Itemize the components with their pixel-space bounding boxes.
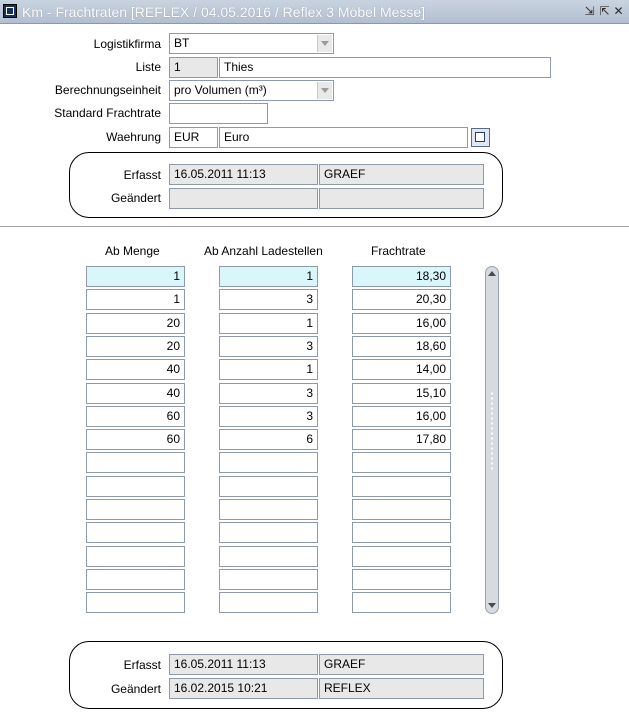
waehrung-name-field[interactable]: Euro — [219, 127, 468, 148]
geaendert-label: Geändert — [110, 682, 161, 696]
ab-menge-cell[interactable]: 20 — [86, 313, 185, 334]
erfasst-date-field[interactable]: 16.05.2011 11:13 — [169, 164, 318, 185]
frachtrate-cell[interactable] — [352, 476, 451, 497]
ab-anzahl-ladestellen-cell[interactable] — [219, 546, 318, 567]
window-title: Km - Frachtraten [REFLEX / 04.05.2016 / Reflex 3 Möbel Messe] — [22, 4, 426, 20]
liste-label: Liste — [135, 60, 161, 74]
erfasst-label: Erfasst — [123, 658, 161, 672]
frachtrate-cell[interactable]: 15,10 — [352, 383, 451, 404]
ab-menge-cell[interactable]: 1 — [86, 266, 185, 287]
ab-menge-cell[interactable] — [86, 546, 185, 567]
logistikfirma-value: BT — [174, 36, 190, 50]
list-of-values-icon[interactable] — [471, 128, 490, 147]
erfasst-label: Erfasst — [123, 168, 161, 182]
berechnungseinheit-label: Berechnungseinheit — [54, 83, 161, 97]
ab-menge-cell[interactable]: 60 — [86, 406, 185, 427]
ab-anzahl-ladestellen-cell[interactable]: 6 — [219, 429, 318, 450]
geaendert-date-field[interactable]: 16.02.2015 10:21 — [169, 678, 318, 699]
close-icon[interactable]: ✕ — [613, 4, 624, 18]
frachtrate-cell[interactable]: 14,00 — [352, 359, 451, 380]
ab-anzahl-ladestellen-cell[interactable] — [219, 452, 318, 473]
ab-anzahl-ladestellen-cell[interactable]: 1 — [219, 313, 318, 334]
frachtrate-cell[interactable] — [352, 452, 451, 473]
frachtrate-cell[interactable] — [352, 546, 451, 567]
frachtrate-cell[interactable]: 17,80 — [352, 429, 451, 450]
ab-menge-cell[interactable]: 20 — [86, 336, 185, 357]
scroll-up-icon[interactable] — [487, 269, 497, 279]
ab-anzahl-ladestellen-cell[interactable]: 3 — [219, 406, 318, 427]
ab-anzahl-ladestellen-cell[interactable]: 3 — [219, 336, 318, 357]
ab-menge-cell[interactable]: 1 — [86, 289, 185, 310]
ab-menge-cell[interactable] — [86, 499, 185, 520]
section-divider — [0, 226, 629, 227]
frachtrate-cell[interactable]: 16,00 — [352, 406, 451, 427]
frachtrate-cell[interactable]: 18,30 — [352, 266, 451, 287]
column-header-ab-anzahl-ladestellen: Ab Anzahl Ladestellen — [204, 244, 323, 258]
ab-anzahl-ladestellen-cell[interactable] — [219, 499, 318, 520]
table-scrollbar[interactable] — [485, 266, 499, 614]
chevron-down-icon[interactable] — [317, 82, 332, 99]
geaendert-user-field[interactable]: REFLEX — [319, 678, 484, 699]
frachtrate-cell[interactable] — [352, 569, 451, 590]
frachtrate-cell[interactable] — [352, 522, 451, 543]
scroll-grip[interactable] — [490, 391, 494, 471]
minimize-icon[interactable]: ⇲ — [584, 4, 595, 18]
erfasst-user-field[interactable]: GRAEF — [319, 654, 484, 675]
berechnungseinheit-select[interactable] — [169, 80, 334, 101]
ab-anzahl-ladestellen-cell[interactable] — [219, 476, 318, 497]
standard-frachtrate-label: Standard Frachtrate — [54, 106, 161, 120]
logistikfirma-select[interactable] — [169, 33, 334, 54]
window-titlebar — [0, 0, 629, 24]
ab-menge-cell[interactable]: 40 — [86, 359, 185, 380]
standard-frachtrate-field[interactable] — [169, 103, 268, 124]
geaendert-date-field[interactable] — [169, 188, 318, 209]
ab-anzahl-ladestellen-cell[interactable] — [219, 522, 318, 543]
ab-menge-cell[interactable] — [86, 569, 185, 590]
ab-anzahl-ladestellen-cell[interactable]: 3 — [219, 383, 318, 404]
chevron-down-icon[interactable] — [317, 35, 332, 52]
ab-menge-cell[interactable] — [86, 452, 185, 473]
frachtrate-cell[interactable]: 18,60 — [352, 336, 451, 357]
geaendert-label: Geändert — [110, 191, 161, 205]
geaendert-user-field[interactable] — [319, 188, 484, 209]
frachtrate-cell[interactable] — [352, 592, 451, 613]
ab-anzahl-ladestellen-cell[interactable]: 3 — [219, 289, 318, 310]
liste-name-field[interactable]: Thies — [219, 57, 551, 78]
ab-anzahl-ladestellen-cell[interactable] — [219, 569, 318, 590]
berechnungseinheit-value: pro Volumen (m³) — [174, 83, 267, 97]
ab-anzahl-ladestellen-cell[interactable]: 1 — [219, 266, 318, 287]
ab-menge-cell[interactable]: 60 — [86, 429, 185, 450]
waehrung-label: Waehrung — [106, 130, 161, 144]
erfasst-date-field[interactable]: 16.05.2011 11:13 — [169, 654, 318, 675]
frachtrate-cell[interactable]: 16,00 — [352, 313, 451, 334]
scroll-down-icon[interactable] — [487, 601, 497, 611]
waehrung-code-field[interactable]: EUR — [169, 127, 218, 148]
column-header-frachtrate: Frachtrate — [371, 244, 426, 258]
ab-anzahl-ladestellen-cell[interactable]: 1 — [219, 359, 318, 380]
erfasst-user-field[interactable]: GRAEF — [319, 164, 484, 185]
ab-menge-cell[interactable] — [86, 522, 185, 543]
ab-menge-cell[interactable] — [86, 592, 185, 613]
ab-anzahl-ladestellen-cell[interactable] — [219, 592, 318, 613]
ab-menge-cell[interactable]: 40 — [86, 383, 185, 404]
maximize-icon[interactable]: ⇱ — [599, 4, 610, 18]
logistikfirma-label: Logistikfirma — [93, 37, 161, 51]
app-form-icon — [3, 4, 17, 18]
frachtrate-cell[interactable] — [352, 499, 451, 520]
column-header-ab-menge: Ab Menge — [105, 244, 160, 258]
frachtrate-cell[interactable]: 20,30 — [352, 289, 451, 310]
ab-menge-cell[interactable] — [86, 476, 185, 497]
liste-nr-field[interactable]: 1 — [169, 57, 218, 78]
